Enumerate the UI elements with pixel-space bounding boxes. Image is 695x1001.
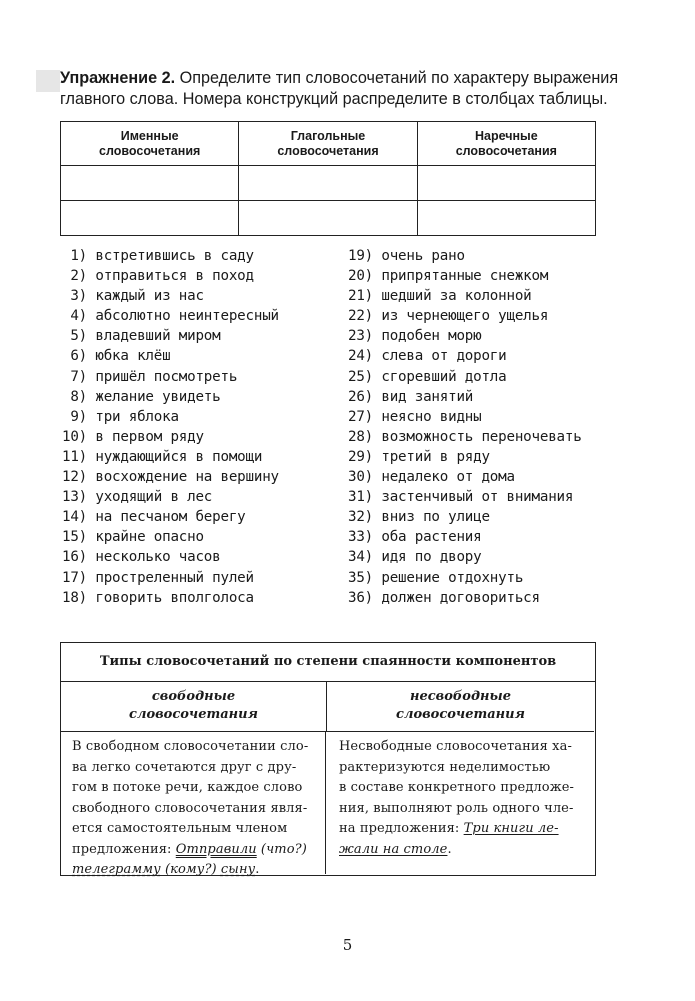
phrase-item: 6) юбка клёш (62, 348, 171, 365)
phrase-item: 14) на песчаном берегу (62, 509, 246, 526)
free-phrases-header: свободные словосочетания (61, 681, 327, 732)
answer-row (61, 166, 596, 201)
theory-title: Типы словосочетаний по степени спаянности компонентов (61, 643, 595, 682)
answer-cell[interactable] (417, 166, 595, 201)
phrase-item: 24) слева от дороги (348, 348, 507, 365)
free-phrases-text (61, 732, 326, 877)
phrase-item: 4) абсолютно неинтересный (62, 308, 279, 325)
example-object: телеграмму (72, 862, 161, 877)
example-predicate: Отправили (175, 841, 257, 857)
phrase-item: 16) несколько часов (62, 549, 221, 566)
phrase-item: 8) желание увидеть (62, 388, 221, 405)
text-line: ва легко сочетаются друг с дру- (72, 759, 297, 775)
header-verbal: Глагольные словосочетания (239, 122, 417, 166)
phrase-item: 34) идя по двору (348, 549, 482, 566)
theory-box (60, 642, 596, 876)
phrase-item: 19) очень рано (348, 248, 465, 264)
phrase-item: 25) сгоревший дотла (348, 368, 507, 385)
example-object: сыну (220, 862, 256, 877)
phrase-item: 15) крайне опасно (62, 529, 204, 546)
phrase-item: 10) в первом ряду (62, 428, 204, 445)
phrase-item: 36) должен договориться (348, 589, 540, 606)
example-subject: Три книги ле- (463, 821, 559, 836)
answer-cell[interactable] (61, 166, 239, 201)
phrase-item: 5) владевший миром (62, 328, 221, 345)
page-number: 5 (342, 936, 353, 954)
exercise-marker (36, 70, 60, 92)
phrase-item: 21) шедший за колонной (348, 288, 532, 305)
answer-cell[interactable] (417, 201, 595, 236)
phrase-item: 22) из чернеющего ущелья (348, 308, 549, 325)
phrase-item: 11) нуждающийся в помощи (62, 448, 263, 465)
phrase-item: 20) припрятанные снежком (348, 268, 549, 285)
text-line: ется самостоятельным членом (72, 821, 288, 836)
text-line: в составе конкретного предложе- (339, 780, 575, 795)
phrase-item: 27) неясно видны (348, 408, 482, 425)
text-line: гом в потоке речи, каждое слово (72, 780, 303, 795)
phrase-item: 13) уходящий в лес (62, 489, 213, 506)
text-line: рактеризуются неделимостью (339, 759, 551, 775)
phrase-list-right (348, 246, 628, 608)
nonfree-phrases-header: несвободные словосочетания (327, 681, 594, 732)
nonfree-phrases-text (327, 732, 594, 860)
example-question: (кому?) (160, 862, 221, 877)
phrase-list-left (62, 246, 342, 608)
phrase-item: 2) отправиться в поход (62, 268, 254, 285)
phrase-item: 32) вниз по улице (348, 509, 490, 526)
exercise-heading (60, 68, 620, 110)
example-line: предложения: Отправили (что?) (72, 841, 307, 857)
text-line: ния, выполняют роль одного чле- (339, 800, 574, 816)
exercise-label: Упражнение 2. (60, 69, 176, 87)
phrase-item: 7) пришёл посмотреть (62, 368, 238, 385)
phrase-item: 28) возможность переночевать (348, 428, 582, 445)
phrase-item: 17) простреленный пулей (62, 569, 254, 586)
text-line: свободного словосочетания явля- (72, 800, 308, 816)
header-adverbial: Наречные словосочетания (417, 122, 595, 166)
phrase-item: 26) вид занятий (348, 388, 474, 405)
answer-cell[interactable] (239, 201, 417, 236)
header-nominal: Именные словосочетания (61, 122, 239, 166)
phrase-item: 3) каждый из нас (62, 288, 204, 305)
phrase-item: 31) застенчивый от внимания (348, 489, 574, 506)
phrase-item: 30) недалеко от дома (348, 469, 515, 486)
exercise-text-line1: Определите тип словосочетаний по характеру выражения (175, 69, 619, 87)
answer-cell[interactable] (239, 166, 417, 201)
example-line: на предложения: Три книги ле- (339, 821, 559, 836)
answer-table (60, 121, 596, 236)
phrase-item: 1) встретившись в саду (62, 248, 254, 264)
text-line: Несвободные словосочетания ха- (339, 739, 572, 754)
example-line: телеграмму (кому?) сыну. (72, 862, 260, 877)
exercise-text-line2: главного слова. Номера конструкций распределите в столбцах таблицы. (60, 90, 608, 108)
phrase-item: 23) подобен морю (348, 328, 482, 345)
phrase-item: 9) три яблока (62, 408, 179, 425)
answer-row (61, 201, 596, 236)
phrase-item: 18) говорить вполголоса (62, 589, 254, 606)
text-line: В свободном словосочетании сло- (72, 739, 309, 754)
example-question: (что?) (256, 841, 307, 857)
example-line: жали на столе. (339, 841, 452, 857)
phrase-item: 29) третий в ряду (348, 448, 490, 465)
answer-cell[interactable] (61, 201, 239, 236)
example-subject: жали на столе (339, 841, 448, 857)
phrase-item: 35) решение отдохнуть (348, 569, 524, 586)
phrase-item: 12) восхождение на вершину (62, 469, 279, 486)
phrase-item: 33) оба растения (348, 529, 482, 546)
